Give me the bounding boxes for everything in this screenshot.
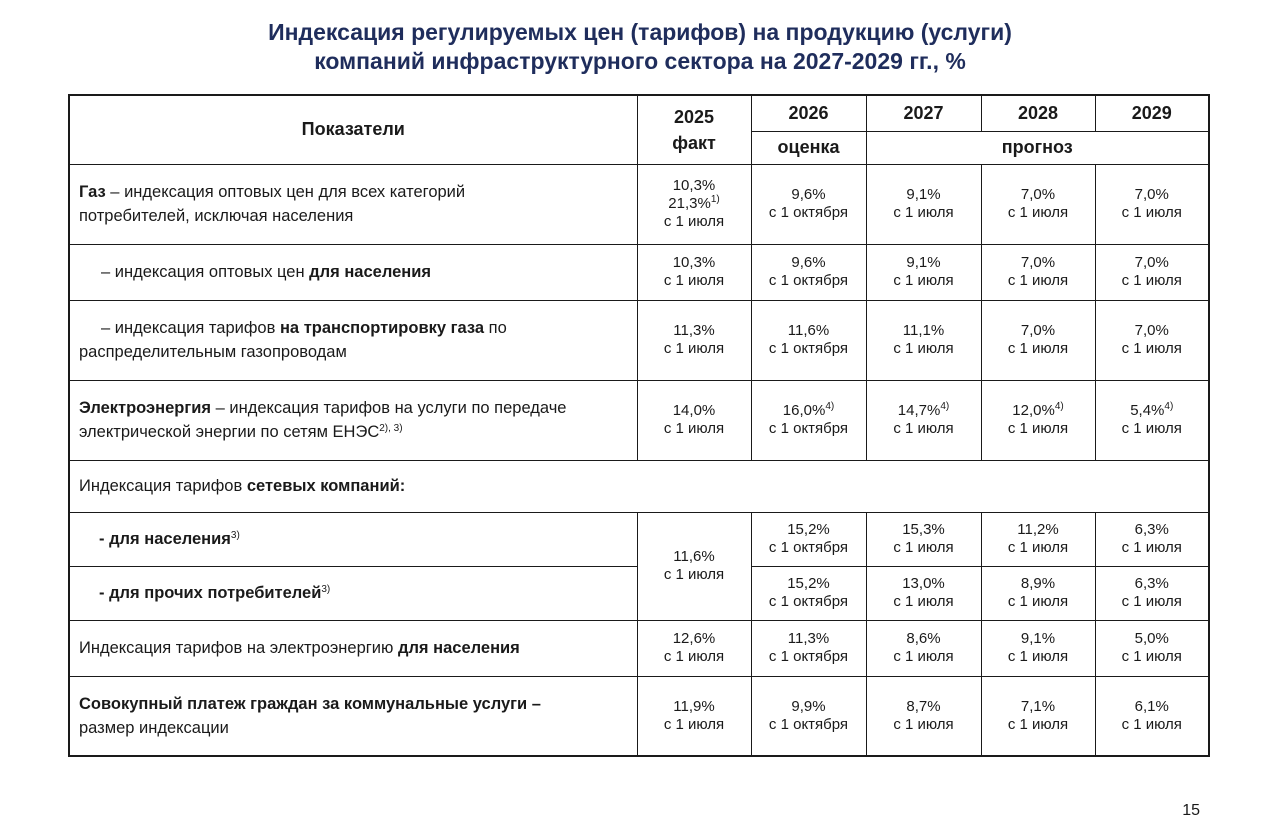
electricity-population-text: Индексация тарифов на электроэнергию bbox=[79, 639, 398, 657]
header-2025-year: 2025 bbox=[673, 106, 715, 127]
network-other-2029 bbox=[1095, 566, 1209, 620]
gas-transport-2028 bbox=[981, 300, 1095, 380]
utilities-2028 bbox=[981, 676, 1095, 756]
gas-population-bold: для населения bbox=[309, 263, 432, 281]
electricity-population-2026 bbox=[751, 620, 866, 676]
electricity-population-2027-date: с 1 июля bbox=[893, 648, 954, 665]
gas-2028-date: с 1 июля bbox=[1007, 204, 1069, 221]
electricity-population-2026-date: с 1 октября bbox=[768, 648, 849, 665]
electricity-2027 bbox=[866, 380, 981, 460]
gas-2025-footnote: 1) bbox=[710, 194, 720, 205]
gas-population-2025-value: 10,3% bbox=[672, 254, 716, 271]
table-row-gas-transport bbox=[69, 300, 1209, 380]
gas-2026 bbox=[751, 164, 866, 244]
electricity-2026-date: с 1 октября bbox=[768, 420, 849, 437]
utilities-2025-date: с 1 июля bbox=[663, 715, 725, 733]
gas-transport-2026-value: 11,6% bbox=[787, 322, 830, 339]
gas-text-1: – индексация оптовых цен для всех категорий bbox=[105, 183, 466, 201]
gas-population-2028-date: с 1 июля bbox=[1007, 272, 1069, 289]
electricity-label: Электроэнергия bbox=[79, 399, 212, 417]
gas-2029 bbox=[1095, 164, 1209, 244]
utilities-2029-value: 6,1% bbox=[1134, 697, 1169, 715]
utilities-2027-value: 8,7% bbox=[906, 697, 941, 715]
gas-transport-2026-date: с 1 октября bbox=[768, 340, 849, 357]
indicator-network-other bbox=[69, 566, 637, 620]
utilities-2029-date: с 1 июля bbox=[1121, 715, 1182, 733]
utilities-2025-value: 11,9% bbox=[673, 697, 715, 715]
electricity-2026 bbox=[751, 380, 866, 460]
network-population-footnote: 3) bbox=[230, 530, 240, 541]
network-header-bold: сетевых компаний: bbox=[246, 477, 406, 495]
tariff-indexation-table bbox=[68, 94, 1210, 757]
title-line-2: компаний инфраструктурного сектора на 2027-2029 гг., % bbox=[314, 48, 966, 74]
electricity-2025-value: 14,0% bbox=[672, 402, 716, 419]
gas-2028-value: 7,0% bbox=[1020, 186, 1056, 203]
gas-population-2026-value: 9,6% bbox=[791, 254, 826, 271]
page-number: 15 bbox=[1182, 802, 1200, 819]
network-population-2029-date: с 1 июля bbox=[1121, 539, 1182, 556]
electricity-2028 bbox=[981, 380, 1095, 460]
electricity-population-2028-date: с 1 июля bbox=[1007, 648, 1069, 665]
electricity-2028-footnote: 4) bbox=[1054, 401, 1064, 412]
network-population-2028-date: с 1 июля bbox=[1007, 539, 1069, 556]
gas-population-2029 bbox=[1095, 244, 1209, 300]
network-other-2027-date: с 1 июля bbox=[893, 593, 954, 610]
page-title bbox=[0, 18, 1280, 76]
gas-transport-2025 bbox=[637, 300, 751, 380]
utilities-2025 bbox=[637, 676, 751, 756]
electricity-2029-value: 5,4% bbox=[1130, 402, 1165, 419]
gas-transport-2029-value: 7,0% bbox=[1134, 322, 1169, 339]
gas-2027-value: 9,1% bbox=[906, 186, 941, 203]
gas-transport-2029 bbox=[1095, 300, 1209, 380]
indicator-gas-population bbox=[69, 244, 637, 300]
indicator-electricity bbox=[69, 380, 637, 460]
electricity-2029-date: с 1 июля bbox=[1121, 420, 1182, 437]
gas-transport-2028-value: 7,0% bbox=[1020, 322, 1056, 339]
electricity-2028-date: с 1 июля bbox=[1007, 420, 1069, 437]
electricity-2027-date: с 1 июля bbox=[893, 420, 954, 437]
electricity-2029-footnote: 4) bbox=[1164, 401, 1174, 412]
utilities-2029 bbox=[1095, 676, 1209, 756]
electricity-2026-footnote: 4) bbox=[825, 401, 835, 412]
network-population-2026 bbox=[751, 512, 866, 566]
electricity-2025-date: с 1 июля bbox=[663, 420, 725, 437]
gas-population-2026-date: с 1 октября bbox=[768, 272, 849, 289]
table-row-gas bbox=[69, 164, 1209, 244]
electricity-population-2029-date: с 1 июля bbox=[1121, 648, 1182, 665]
indicator-network-header bbox=[69, 460, 1209, 512]
network-other-2027-value: 13,0% bbox=[902, 575, 945, 592]
electricity-population-2027 bbox=[866, 620, 981, 676]
network-other-2027 bbox=[866, 566, 981, 620]
electricity-population-2025-date: с 1 июля bbox=[663, 648, 725, 665]
gas-transport-2025-value: 11,3% bbox=[673, 322, 715, 339]
utilities-2027-date: с 1 июля bbox=[893, 715, 954, 733]
electricity-population-2025 bbox=[637, 620, 751, 676]
indicator-network-population bbox=[69, 512, 637, 566]
utilities-2027 bbox=[866, 676, 981, 756]
electricity-2028-value: 12,0% bbox=[1012, 402, 1055, 419]
electricity-population-bold: для населения bbox=[397, 639, 520, 657]
header-estimate: оценка bbox=[751, 131, 866, 164]
header-forecast: прогноз bbox=[866, 131, 1209, 164]
electricity-2027-value: 14,7% bbox=[897, 402, 941, 419]
network-population-2029-value: 6,3% bbox=[1134, 521, 1169, 538]
network-population-2027-value: 15,3% bbox=[902, 521, 945, 538]
table-row-network-population bbox=[69, 512, 1209, 566]
gas-transport-bold: на транспортировку газа bbox=[279, 319, 485, 337]
header-2025-fact: факт bbox=[672, 132, 716, 153]
gas-2025-value-2: 21,3% bbox=[668, 195, 711, 212]
network-other-2026-date: с 1 октября bbox=[768, 593, 849, 610]
table-row-electricity bbox=[69, 380, 1209, 460]
gas-population-2029-value: 7,0% bbox=[1134, 254, 1169, 271]
indicator-utilities bbox=[69, 676, 637, 756]
gas-transport-2025-date: с 1 июля bbox=[663, 340, 725, 357]
gas-population-2027-date: с 1 июля bbox=[893, 272, 954, 289]
gas-2025-value-1: 10,3% bbox=[672, 177, 716, 194]
network-population-2026-date: с 1 октября bbox=[768, 539, 849, 556]
header-2025 bbox=[637, 95, 751, 164]
network-population-2028 bbox=[981, 512, 1095, 566]
utilities-2028-date: с 1 июля bbox=[1007, 715, 1069, 733]
gas-transport-2028-date: с 1 июля bbox=[1007, 340, 1069, 357]
gas-2029-value: 7,0% bbox=[1134, 186, 1169, 203]
gas-population-2025 bbox=[637, 244, 751, 300]
electricity-population-2028-value: 9,1% bbox=[1020, 630, 1056, 647]
gas-2025 bbox=[637, 164, 751, 244]
gas-population-text: – индексация оптовых цен bbox=[101, 263, 310, 281]
utilities-label: Совокупный платеж граждан за коммунальные услуги – bbox=[79, 694, 541, 713]
utilities-2026 bbox=[751, 676, 866, 756]
title-line-1: Индексация регулируемых цен (тарифов) на продукцию (услуги) bbox=[268, 19, 1012, 45]
electricity-2026-value: 16,0% bbox=[782, 402, 826, 419]
table-row-network-header bbox=[69, 460, 1209, 512]
indicator-gas bbox=[69, 164, 637, 244]
network-other-2028-value: 8,9% bbox=[1020, 575, 1056, 592]
gas-text-2: потребителей, исключая населения bbox=[79, 207, 354, 225]
table-row-utilities bbox=[69, 676, 1209, 756]
electricity-population-2025-value: 12,6% bbox=[672, 630, 716, 647]
network-other-2026 bbox=[751, 566, 866, 620]
gas-population-2029-date: с 1 июля bbox=[1121, 272, 1182, 289]
electricity-population-2028 bbox=[981, 620, 1095, 676]
gas-population-2027-value: 9,1% bbox=[906, 254, 941, 271]
utilities-2026-date: с 1 октября bbox=[768, 715, 849, 733]
utilities-2028-value: 7,1% bbox=[1020, 697, 1056, 715]
network-population-2027-date: с 1 июля bbox=[893, 539, 954, 556]
gas-population-2028-value: 7,0% bbox=[1020, 254, 1056, 271]
electricity-population-2029 bbox=[1095, 620, 1209, 676]
gas-label: Газ bbox=[79, 183, 106, 201]
gas-population-2028 bbox=[981, 244, 1095, 300]
header-2028: 2028 bbox=[981, 95, 1095, 131]
utilities-text: размер индексации bbox=[79, 718, 229, 737]
gas-2026-value: 9,6% bbox=[791, 186, 826, 203]
gas-transport-2027-value: 11,1% bbox=[902, 322, 945, 339]
electricity-footnote: 2), 3) bbox=[379, 423, 403, 434]
header-2026: 2026 bbox=[751, 95, 866, 131]
header-indicators: Показатели bbox=[69, 95, 637, 164]
gas-2028 bbox=[981, 164, 1095, 244]
electricity-population-2029-value: 5,0% bbox=[1134, 630, 1169, 647]
electricity-text-2: электрической энергии по сетям ЕНЭС bbox=[79, 423, 380, 441]
table-row-electricity-population bbox=[69, 620, 1209, 676]
header-2027: 2027 bbox=[866, 95, 981, 131]
gas-transport-2027-date: с 1 июля bbox=[893, 340, 954, 357]
gas-transport-2026 bbox=[751, 300, 866, 380]
electricity-text-1: – индексация тарифов на услуги по передаче bbox=[211, 399, 567, 417]
gas-2027-date: с 1 июля bbox=[893, 204, 954, 221]
network-other-2026-value: 15,2% bbox=[787, 575, 830, 592]
indicator-electricity-population bbox=[69, 620, 637, 676]
network-other-2028 bbox=[981, 566, 1095, 620]
network-other-footnote: 3) bbox=[321, 584, 331, 595]
table-row-gas-population bbox=[69, 244, 1209, 300]
indicator-gas-transport bbox=[69, 300, 637, 380]
gas-2025-value-2-wrap bbox=[638, 195, 751, 213]
utilities-2026-value: 9,9% bbox=[791, 697, 826, 715]
gas-2029-date: с 1 июля bbox=[1121, 204, 1182, 221]
gas-2027 bbox=[866, 164, 981, 244]
network-population-2027 bbox=[866, 512, 981, 566]
electricity-population-2027-value: 8,6% bbox=[906, 630, 941, 647]
network-2025-date: с 1 июля bbox=[663, 566, 725, 583]
network-header-text: Индексация тарифов bbox=[79, 477, 247, 495]
network-other-label: - для прочих потребителей bbox=[99, 584, 322, 602]
network-population-label: - для населения bbox=[99, 530, 231, 548]
gas-transport-text-1: – индексация тарифов bbox=[101, 319, 280, 337]
gas-population-2027 bbox=[866, 244, 981, 300]
electricity-population-2026-value: 11,3% bbox=[787, 630, 830, 647]
network-other-2029-date: с 1 июля bbox=[1121, 593, 1182, 610]
electricity-2029 bbox=[1095, 380, 1209, 460]
network-population-2029 bbox=[1095, 512, 1209, 566]
gas-2025-date: с 1 июля bbox=[663, 213, 725, 230]
gas-population-2026 bbox=[751, 244, 866, 300]
gas-transport-2027 bbox=[866, 300, 981, 380]
gas-transport-2029-date: с 1 июля bbox=[1121, 340, 1182, 357]
network-population-2026-value: 15,2% bbox=[787, 521, 830, 538]
electricity-2027-footnote: 4) bbox=[940, 401, 950, 412]
header-row-years bbox=[69, 95, 1209, 131]
gas-population-2025-date: с 1 июля bbox=[663, 272, 725, 289]
gas-2026-date: с 1 октября bbox=[768, 204, 849, 221]
network-other-2028-date: с 1 июля bbox=[1007, 593, 1069, 610]
network-2025-value: 11,6% bbox=[673, 548, 715, 565]
header-2029: 2029 bbox=[1095, 95, 1209, 131]
gas-transport-text-2: по bbox=[484, 319, 507, 337]
network-2025-shared bbox=[637, 512, 751, 620]
network-other-2029-value: 6,3% bbox=[1134, 575, 1169, 592]
gas-transport-text-3: распределительным газопроводам bbox=[79, 343, 347, 361]
network-population-2028-value: 11,2% bbox=[1017, 521, 1059, 538]
electricity-2025 bbox=[637, 380, 751, 460]
